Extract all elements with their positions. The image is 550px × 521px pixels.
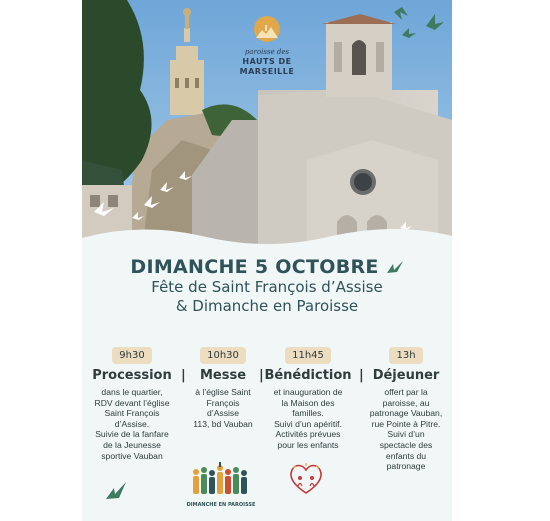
schedule-item-benediction [263, 345, 353, 451]
separator: | [259, 368, 264, 383]
schedule [88, 345, 448, 505]
parish-logo [222, 16, 312, 77]
event-subtitle-1: Fête de Saint François d’Assise [151, 278, 383, 296]
time-badge: 11h45 [285, 347, 331, 364]
schedule-description: à l’église Saint François d’Assise 113, bd Vauban [193, 387, 253, 429]
schedule-description: dans le quartier, RDV devant l’église Saint François d’Assise. Suivie de la fanfare de la Jeunesse sportive Vauban [94, 387, 170, 461]
logo-subtitle: paroisse des [244, 48, 290, 56]
time-badge: 13h [389, 347, 422, 364]
schedule-title: Bénédiction [264, 368, 352, 383]
dimanche-en-paroisse-caption: DIMANCHE EN PAROISSE [186, 502, 256, 508]
schedule-item-messe [188, 345, 258, 429]
dove-icon [386, 260, 404, 274]
time-badge: 10h30 [200, 347, 246, 364]
schedule-title: Messe [199, 368, 247, 383]
event-date [82, 256, 452, 278]
event-poster [82, 0, 452, 521]
separator: | [181, 368, 186, 383]
event-subtitle-2: & Dimanche en Paroisse [175, 297, 359, 315]
time-badge: 9h30 [112, 347, 151, 364]
schedule-item-procession [88, 345, 176, 461]
dove-icon [104, 480, 128, 500]
people-group-icon [190, 462, 252, 496]
separator: | [359, 368, 364, 383]
maison-des-familles-logo [286, 462, 326, 501]
headline [82, 256, 452, 316]
hills-logo-icon [251, 16, 283, 42]
schedule-description: offert par la paroisse, au patronage Vauban, rue Pointe à Pitre. Suivi d’un spectacle des enfants du patronage [369, 387, 443, 472]
schedule-title: Procession [92, 368, 172, 383]
schedule-title: Déjeuner [372, 368, 440, 383]
schedule-description: et inauguration de la Maison des familles. Suivi d’un apéritif. Activités prévues pour les enfants [273, 387, 343, 450]
event-date-text: DIMANCHE 5 OCTOBRE [130, 256, 379, 278]
logo-title: HAUTS DE MARSEILLE [239, 57, 295, 76]
heart-family-icon [288, 462, 324, 496]
schedule-item-dejeuner [364, 345, 448, 472]
dimanche-en-paroisse-logo [186, 462, 256, 508]
